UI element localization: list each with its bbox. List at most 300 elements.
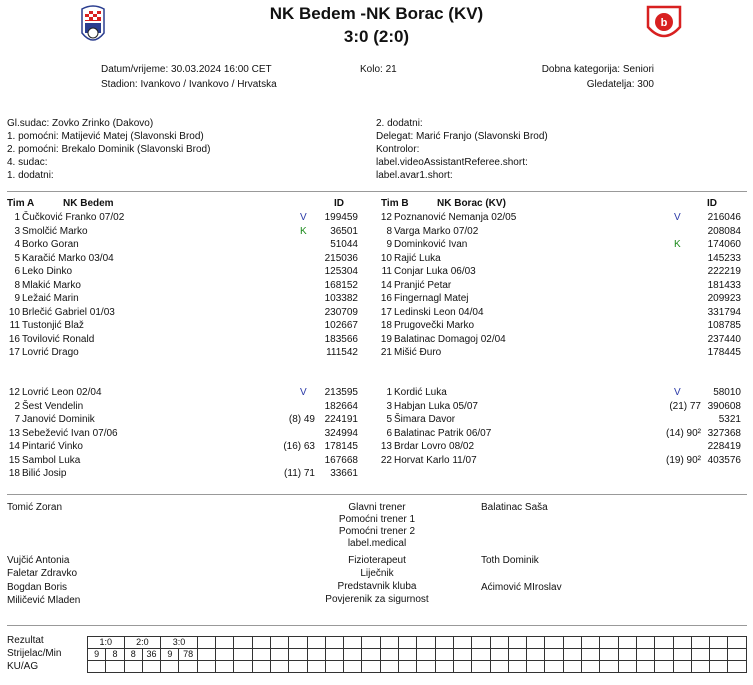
player-id: 51044 bbox=[330, 239, 358, 250]
player-id: 5321 bbox=[718, 414, 741, 425]
divider bbox=[7, 625, 747, 626]
staff-role: label.medical bbox=[347, 538, 407, 549]
player-name: Balatinac Domagoj 02/04 bbox=[394, 333, 506, 345]
result-grid-cell bbox=[655, 649, 673, 661]
result-grid-cell bbox=[490, 649, 508, 661]
player-id: 168152 bbox=[324, 279, 358, 291]
result-grid-cell bbox=[490, 637, 508, 649]
player-name: Kordić Luka bbox=[394, 387, 447, 398]
result-grid-cell bbox=[344, 649, 362, 661]
substitution-info: (11) 71 bbox=[284, 468, 315, 479]
result-grid-cell bbox=[582, 649, 600, 661]
result-grid-cell bbox=[636, 661, 654, 673]
result-grid-cell bbox=[600, 649, 618, 661]
result-grid-cell bbox=[435, 661, 453, 673]
team-b-label: Tim B bbox=[381, 198, 409, 209]
player-row bbox=[372, 346, 744, 359]
player-name: Smolčić Marko bbox=[22, 225, 88, 237]
player-id: 324994 bbox=[324, 427, 358, 439]
player-row bbox=[0, 386, 372, 399]
team-a-head-coach: Tomić Zoran bbox=[7, 502, 63, 513]
player-row bbox=[0, 265, 372, 278]
result-grid-cell bbox=[252, 637, 270, 649]
player-id: 167668 bbox=[324, 454, 358, 466]
player-number: 9 bbox=[386, 239, 392, 250]
result-grid-cell bbox=[728, 637, 747, 649]
player-number: 17 bbox=[8, 347, 20, 358]
result-grid-row bbox=[88, 637, 747, 649]
result-grid-cell bbox=[380, 637, 398, 649]
substitution-info: (16) 63 bbox=[283, 441, 315, 452]
player-row bbox=[372, 413, 744, 426]
player-number: 21 bbox=[380, 347, 392, 358]
team-a-representative: Bogdan Boris bbox=[7, 582, 68, 593]
result-grid-cell: 1:0 bbox=[88, 637, 125, 649]
result-grid-cell bbox=[563, 661, 581, 673]
staff-role: Glavni trener bbox=[348, 502, 406, 513]
result-grid-cell bbox=[325, 661, 343, 673]
result-grid-cell bbox=[362, 649, 380, 661]
result-grid-cell bbox=[161, 661, 179, 673]
result-grid-cell bbox=[691, 661, 709, 673]
result-grid-cell bbox=[216, 649, 234, 661]
player-row bbox=[0, 427, 372, 440]
player-number: 16 bbox=[8, 333, 20, 345]
result-grid-cell bbox=[472, 637, 490, 649]
player-id: 199459 bbox=[324, 212, 358, 223]
player-number: 18 bbox=[8, 468, 20, 479]
result-grid-cell bbox=[216, 661, 234, 673]
player-row bbox=[0, 252, 372, 265]
player-row bbox=[0, 292, 372, 305]
result-grid-cell bbox=[636, 637, 654, 649]
player-id: 58010 bbox=[713, 387, 741, 398]
result-grid-cell bbox=[472, 661, 490, 673]
player-name: Dominković Ivan bbox=[394, 239, 468, 250]
official-line: 2. dodatni: bbox=[376, 118, 423, 129]
match-score: 3:0 (2:0) bbox=[343, 27, 410, 46]
player-name: Pintarić Vinko bbox=[22, 441, 83, 452]
team-b-name: NK Borac (KV) bbox=[437, 198, 506, 209]
player-name: Leko Dinko bbox=[22, 266, 73, 277]
match-stadium: Stadion: Ivankovo / Ivankovo / Hrvatska bbox=[101, 79, 277, 90]
match-datetime: Datum/vrijeme: 30.03.2024 16:00 CET bbox=[101, 64, 272, 75]
player-name: Balatinac Patrik 06/07 bbox=[394, 427, 492, 439]
result-grid-cell bbox=[417, 661, 435, 673]
result-grid-cell: 8 bbox=[124, 649, 142, 661]
player-id: 390608 bbox=[707, 400, 741, 412]
player-id: 33661 bbox=[330, 468, 358, 479]
goalkeeper-mark: V bbox=[300, 387, 307, 398]
result-grid-cell bbox=[289, 637, 307, 649]
player-id: 108785 bbox=[707, 320, 741, 331]
player-id: 327368 bbox=[707, 427, 741, 439]
result-grid-cell bbox=[252, 649, 270, 661]
result-grid-cell bbox=[106, 661, 124, 673]
player-name: Poznanović Nemanja 02/05 bbox=[394, 212, 517, 223]
player-name: Šest Vendelin bbox=[22, 400, 84, 412]
result-label: Rezultat bbox=[7, 635, 44, 646]
player-name: Brlečić Gabriel 01/03 bbox=[22, 306, 115, 318]
official-line: 4. sudac: bbox=[7, 157, 48, 168]
result-grid-cell bbox=[307, 649, 325, 661]
result-grid-cell bbox=[325, 637, 343, 649]
player-row bbox=[372, 306, 744, 319]
result-grid-cell bbox=[325, 649, 343, 661]
svg-text:b: b bbox=[660, 17, 668, 29]
result-grid-cell: 3:0 bbox=[161, 637, 198, 649]
player-number: 8 bbox=[14, 279, 20, 291]
player-name: Fingernagl Matej bbox=[394, 293, 469, 304]
result-grid-cell bbox=[673, 637, 691, 649]
result-grid-cell bbox=[600, 637, 618, 649]
result-grid-cell bbox=[655, 637, 673, 649]
result-grid-cell bbox=[527, 649, 545, 661]
result-grid-cell bbox=[307, 637, 325, 649]
player-number: 18 bbox=[380, 320, 392, 331]
result-grid-cell bbox=[545, 649, 563, 661]
player-id: 182664 bbox=[324, 400, 358, 412]
staff-role: Liječnik bbox=[360, 568, 394, 579]
player-id: 178145 bbox=[324, 441, 358, 452]
player-name: Conjar Luka 06/03 bbox=[394, 266, 476, 277]
player-id: 183566 bbox=[324, 333, 358, 345]
team-b-physio: Toth Dominik bbox=[481, 555, 539, 566]
result-grid-cell bbox=[197, 661, 215, 673]
result-grid-cell bbox=[600, 661, 618, 673]
result-grid-cell bbox=[179, 661, 197, 673]
match-title: NK Bedem -NK Borac (KV) bbox=[269, 4, 484, 23]
player-row bbox=[0, 413, 372, 426]
player-id: 222219 bbox=[707, 266, 741, 277]
result-grid-cell bbox=[472, 649, 490, 661]
result-grid-cell bbox=[527, 637, 545, 649]
player-name: Šimara Davor bbox=[394, 414, 456, 425]
player-number: 19 bbox=[380, 333, 392, 345]
player-row bbox=[372, 292, 744, 305]
result-grid-cell bbox=[88, 661, 106, 673]
player-row bbox=[372, 225, 744, 238]
team-a-security: Miličević Mladen bbox=[7, 595, 81, 606]
player-id: 181433 bbox=[707, 279, 741, 291]
divider bbox=[7, 494, 747, 495]
result-grid-cell bbox=[380, 661, 398, 673]
player-name: Tovilović Ronald bbox=[22, 333, 95, 345]
staff-role: Pomoćni trener 2 bbox=[338, 526, 416, 537]
result-grid-cell bbox=[545, 637, 563, 649]
result-grid-cell bbox=[399, 661, 417, 673]
player-number: 3 bbox=[14, 225, 20, 237]
team-b-id-header: ID bbox=[707, 198, 717, 209]
player-name: Ležaić Marin bbox=[22, 293, 79, 304]
result-grid-cell bbox=[691, 649, 709, 661]
result-grid-cell bbox=[691, 637, 709, 649]
player-number: 22 bbox=[380, 454, 392, 466]
result-grid-cell bbox=[490, 661, 508, 673]
player-row bbox=[0, 319, 372, 332]
result-grid-cell bbox=[618, 649, 636, 661]
result-grid-row bbox=[88, 661, 747, 673]
result-grid-cell bbox=[216, 637, 234, 649]
player-id: 209923 bbox=[707, 293, 741, 304]
player-name: Borko Goran bbox=[22, 239, 79, 250]
result-grid-cell bbox=[270, 637, 288, 649]
result-grid-cell bbox=[344, 637, 362, 649]
result-grid-cell bbox=[453, 649, 471, 661]
staff-role: Povjerenik za sigurnost bbox=[325, 594, 429, 605]
official-line: 1. pomoćni: Matijević Matej (Slavonski Brod) bbox=[7, 131, 204, 142]
player-id: 103382 bbox=[324, 293, 358, 304]
result-grid-cell bbox=[399, 649, 417, 661]
goalkeeper-mark: V bbox=[674, 387, 681, 398]
player-name: Karačić Marko 03/04 bbox=[22, 252, 114, 264]
result-grid-cell bbox=[435, 649, 453, 661]
result-grid-cell bbox=[655, 661, 673, 673]
result-grid-cell bbox=[728, 649, 747, 661]
player-row bbox=[372, 440, 744, 453]
player-number: 16 bbox=[380, 293, 392, 304]
official-line: label.avar1.short: bbox=[376, 170, 453, 181]
player-row bbox=[372, 279, 744, 292]
spectators: Gledatelja: 300 bbox=[586, 79, 654, 90]
result-grid-cell bbox=[417, 649, 435, 661]
player-row bbox=[0, 333, 372, 346]
player-row bbox=[372, 238, 744, 251]
result-grid-cell bbox=[362, 637, 380, 649]
player-number: 17 bbox=[380, 306, 392, 318]
result-grid-cell bbox=[453, 661, 471, 673]
player-number: 10 bbox=[380, 252, 392, 264]
result-grid-cell bbox=[636, 649, 654, 661]
player-name: Ledinski Leon 04/04 bbox=[394, 306, 484, 318]
player-row bbox=[372, 427, 744, 440]
result-grid-cell bbox=[252, 661, 270, 673]
player-number: 5 bbox=[386, 414, 392, 425]
result-grid-cell bbox=[289, 649, 307, 661]
player-row bbox=[372, 211, 744, 224]
player-row bbox=[372, 400, 744, 413]
official-line: Kontrolor: bbox=[376, 144, 420, 155]
player-name: Sambol Luka bbox=[22, 454, 81, 466]
result-grid-cell bbox=[197, 649, 215, 661]
result-grid-cell bbox=[289, 661, 307, 673]
result-grid-cell bbox=[582, 661, 600, 673]
result-grid-cell: 9 bbox=[161, 649, 179, 661]
substitution-info: (19) 90² bbox=[665, 454, 701, 466]
player-id: 215036 bbox=[324, 252, 358, 264]
result-grid-cell bbox=[508, 649, 526, 661]
official-line: 1. dodatni: bbox=[7, 170, 54, 181]
result-grid-cell: 2:0 bbox=[124, 637, 161, 649]
team-a-doctor: Faletar Zdravko bbox=[7, 568, 78, 579]
team-a-name: NK Bedem bbox=[63, 198, 114, 209]
result-grid-cell bbox=[673, 649, 691, 661]
team-b-representative: Aćimović MIroslav bbox=[481, 582, 562, 593]
official-line: 2. pomoćni: Brekalo Dominik (Slavonski Brod) bbox=[7, 144, 211, 155]
result-grid-cell bbox=[435, 637, 453, 649]
player-row bbox=[372, 386, 744, 399]
player-number: 11 bbox=[381, 266, 392, 277]
divider bbox=[7, 191, 747, 192]
player-id: 36501 bbox=[330, 225, 358, 237]
result-grid-cell bbox=[197, 637, 215, 649]
player-number: 13 bbox=[380, 441, 392, 452]
player-row bbox=[372, 454, 744, 467]
player-name: Lovrić Drago bbox=[22, 347, 79, 358]
result-grid-row bbox=[88, 649, 747, 661]
player-id: 237440 bbox=[707, 333, 741, 345]
player-number: 11 bbox=[9, 320, 20, 331]
match-round: Kolo: 21 bbox=[360, 64, 397, 75]
player-row bbox=[372, 319, 744, 332]
official-line: label.videoAssistantReferee.short: bbox=[376, 157, 528, 168]
player-name: Janović Dominik bbox=[22, 414, 95, 425]
result-grid-cell bbox=[710, 661, 728, 673]
result-grid-cell bbox=[453, 637, 471, 649]
result-grid-cell: 9 bbox=[88, 649, 106, 661]
result-grid-cell bbox=[124, 661, 142, 673]
player-name: Rajić Luka bbox=[394, 252, 441, 264]
team-b-head-coach: Balatinac Saša bbox=[481, 502, 548, 513]
result-grid-cell bbox=[362, 661, 380, 673]
player-number: 15 bbox=[8, 454, 20, 466]
player-id: 403576 bbox=[707, 454, 741, 466]
player-row bbox=[0, 467, 372, 480]
substitution-info: (14) 90² bbox=[665, 427, 701, 439]
player-name: Tustonjić Blaž bbox=[22, 320, 84, 331]
result-grid-cell: 8 bbox=[106, 649, 124, 661]
result-grid-cell bbox=[563, 649, 581, 661]
captain-mark: K bbox=[674, 239, 681, 250]
result-grid-cell bbox=[545, 661, 563, 673]
player-name: Bilić Josip bbox=[22, 468, 67, 479]
player-name: Sebežević Ivan 07/06 bbox=[22, 427, 118, 439]
player-id: 230709 bbox=[324, 306, 358, 318]
player-row bbox=[0, 454, 372, 467]
player-number: 1 bbox=[14, 212, 20, 223]
player-number: 5 bbox=[14, 252, 20, 264]
result-grid-cell bbox=[710, 649, 728, 661]
official-line: Gl.sudac: Zovko Zrinko (Dakovo) bbox=[7, 118, 154, 129]
player-number: 12 bbox=[380, 212, 392, 223]
player-id: 145233 bbox=[707, 252, 741, 264]
player-id: 216046 bbox=[707, 212, 741, 223]
cards-label: KU/AG bbox=[7, 661, 39, 672]
result-grid-cell bbox=[234, 661, 252, 673]
player-id: 125304 bbox=[324, 266, 358, 277]
player-row bbox=[372, 333, 744, 346]
result-grid-cell bbox=[673, 661, 691, 673]
result-grid-cell bbox=[582, 637, 600, 649]
player-id: 224191 bbox=[324, 414, 358, 425]
player-id: 174060 bbox=[707, 239, 741, 250]
player-number: 6 bbox=[14, 266, 20, 277]
result-grid-cell bbox=[417, 637, 435, 649]
player-row bbox=[372, 252, 744, 265]
player-row bbox=[372, 265, 744, 278]
player-number: 4 bbox=[14, 239, 20, 250]
result-grid-cell: 36 bbox=[142, 649, 160, 661]
player-row bbox=[0, 306, 372, 319]
result-grid-cell bbox=[234, 637, 252, 649]
result-grid-cell bbox=[728, 661, 747, 673]
player-name: Lovrić Leon 02/04 bbox=[22, 387, 102, 398]
result-grid bbox=[87, 636, 747, 673]
player-row bbox=[0, 400, 372, 413]
result-grid-cell bbox=[618, 661, 636, 673]
team-a-physio: Vujčić Antonia bbox=[7, 555, 70, 566]
result-grid-cell bbox=[618, 637, 636, 649]
player-number: 8 bbox=[386, 225, 392, 237]
player-name: Mišić Đuro bbox=[394, 347, 442, 358]
staff-role: Pomoćni trener 1 bbox=[338, 514, 416, 525]
result-grid-cell bbox=[527, 661, 545, 673]
player-number: 10 bbox=[8, 306, 20, 318]
player-id: 331794 bbox=[707, 306, 741, 318]
result-grid-cell bbox=[270, 661, 288, 673]
player-number: 7 bbox=[14, 414, 20, 425]
player-number: 14 bbox=[8, 441, 20, 452]
staff-role: Predstavnik kluba bbox=[337, 581, 417, 592]
player-id: 213595 bbox=[324, 387, 358, 398]
player-id: 102667 bbox=[324, 320, 358, 331]
result-grid-cell bbox=[710, 637, 728, 649]
result-grid-cell bbox=[307, 661, 325, 673]
player-name: Habjan Luka 05/07 bbox=[394, 400, 478, 412]
substitution-info: (21) 77 bbox=[669, 400, 701, 412]
player-name: Prugovečki Marko bbox=[394, 320, 475, 331]
result-grid-cell bbox=[270, 649, 288, 661]
result-grid-cell: 78 bbox=[179, 649, 197, 661]
result-grid-cell bbox=[508, 637, 526, 649]
player-row bbox=[0, 225, 372, 238]
player-row bbox=[0, 238, 372, 251]
scorer-label: Strijelac/Min bbox=[7, 648, 62, 659]
result-grid-cell bbox=[508, 661, 526, 673]
staff-role: Fizioterapeut bbox=[348, 555, 406, 566]
result-grid-cell bbox=[563, 637, 581, 649]
player-number: 1 bbox=[386, 387, 392, 398]
age-category: Dobna kategorija: Seniori bbox=[541, 64, 654, 75]
player-number: 3 bbox=[386, 400, 392, 412]
player-name: Horvat Karlo 11/07 bbox=[394, 454, 477, 466]
player-name: Varga Marko 07/02 bbox=[394, 225, 479, 237]
result-grid-cell bbox=[234, 649, 252, 661]
captain-mark: K bbox=[300, 225, 307, 237]
result-grid-cell bbox=[380, 649, 398, 661]
player-number: 12 bbox=[8, 387, 20, 398]
goalkeeper-mark: V bbox=[300, 212, 307, 223]
player-number: 2 bbox=[14, 400, 20, 412]
player-name: Brdar Lovro 08/02 bbox=[394, 441, 475, 452]
player-number: 13 bbox=[8, 427, 20, 439]
player-number: 14 bbox=[380, 279, 392, 291]
result-grid-cell bbox=[344, 661, 362, 673]
player-row bbox=[0, 440, 372, 453]
team-a-label: Tim A bbox=[7, 198, 35, 209]
result-grid-cell bbox=[399, 637, 417, 649]
player-number: 9 bbox=[14, 293, 20, 304]
result-grid-cell bbox=[142, 661, 160, 673]
official-line: Delegat: Marić Franjo (Slavonski Brod) bbox=[376, 131, 548, 142]
player-id: 208084 bbox=[707, 225, 741, 237]
player-name: Čučković Franko 07/02 bbox=[22, 212, 125, 223]
player-row bbox=[0, 279, 372, 292]
player-number: 6 bbox=[386, 427, 392, 439]
player-name: Mlakić Marko bbox=[22, 279, 81, 291]
player-row bbox=[0, 211, 372, 224]
player-name: Pranjić Petar bbox=[394, 279, 452, 291]
